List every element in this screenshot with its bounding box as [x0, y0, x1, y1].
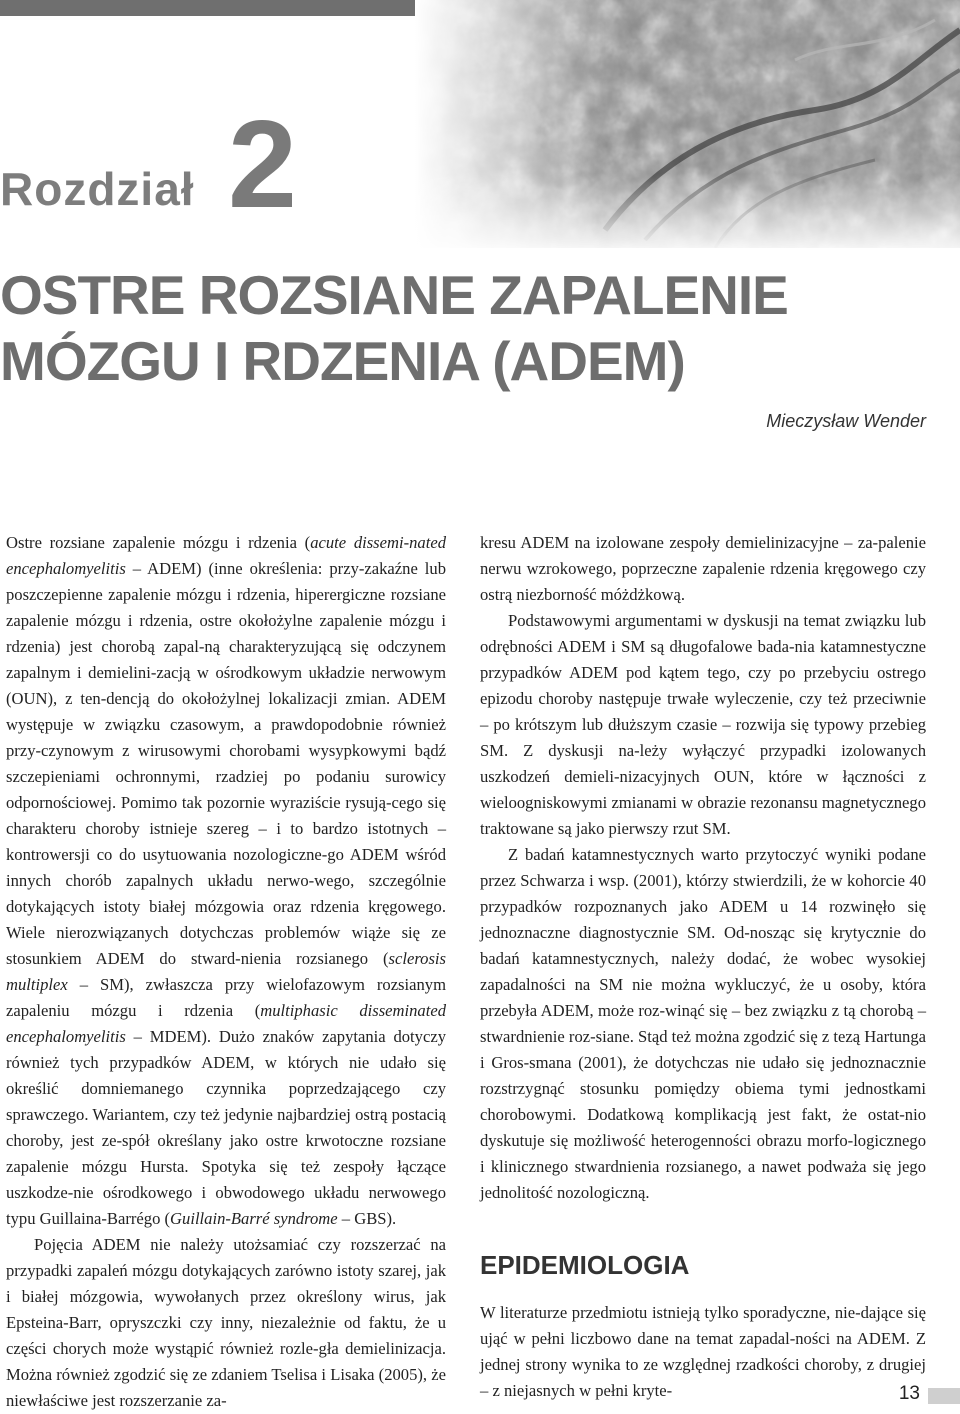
- stone-texture-image-svg: [415, 0, 960, 248]
- italic-term: Guillain-Barré syndrome: [170, 1209, 338, 1228]
- right-paragraph-4: W literaturze przedmiotu istnieją tylko sporadyczne, nie-dające się ująć w pełni liczbowo dane na temat zapadal-ności na ADEM. Z jednej strony wynika to ze względnej rzadkości choroby, z drugiej – z niejasnych w pełni kryte-: [480, 1303, 926, 1400]
- chapter-title-line-2: MÓZGU I RDZENIA (ADEM): [0, 330, 685, 392]
- right-column: [480, 530, 926, 1404]
- chapter-title: [0, 262, 920, 394]
- header-bar: [0, 0, 466, 16]
- left-paragraph-2: Pojęcia ADEM nie należy utożsamiać czy rozszerzać na przypadki zapaleń mózgu dotykających zarówno istoty szarej, jak i białej mózgowia, wywołanych przez określony wirus, jak Epsteina-Barr, opryszczki czy inny, niezależnie od faktu, że u części chorych może wystąpić również rozle-gła demielinizacja. Można również zgodzić się ze zdaniem Tselisa i Lisaka (2005), że niewłaściwe jest rozszerzanie za-: [6, 1235, 446, 1410]
- italic-term: sclerosis multiplex: [6, 949, 446, 994]
- italic-term: acute dissemi-nated encephalomyelitis: [6, 533, 446, 578]
- section-heading-epidemiology: EPIDEMIOLOGIA: [480, 1250, 690, 1280]
- chapter-label: [0, 96, 420, 234]
- chapter-number: 2: [228, 96, 297, 234]
- text-run: – GBS).: [337, 1209, 397, 1228]
- stone-texture-image: [415, 0, 960, 248]
- text-run: – SM), zwłaszcza przy wielofazowym rozsianym zapaleniu mózgu i rdzenia (: [6, 975, 446, 1020]
- chapter-title-line-1: OSTRE ROZSIANE ZAPALENIE: [0, 264, 788, 326]
- chapter-word: Rozdział: [0, 163, 195, 215]
- text-run: Ostre rozsiane zapalenie mózgu i rdzenia (: [6, 533, 311, 552]
- right-paragraph-3: Z badań katamnestycznych warto przytoczyć wyniki podane przez Schwarza i wsp. (2001), którzy stwierdzili, że w kohorcie 40 przypadków rozpoznanych jako ADEM u 14 rozwinęło się jednoznaczne diagnostycznie SM. Od-nosząc się krytycznie do badań katamnestycznych, należy dodać, że wobec wysokiej zapadalności na SM nie można wykluczyć, że u osoby, która przebyła ADEM, może roz-winąć się – bez związku z tą chorobą – stwardnienie roz-siane. Stąd też można zgodzić się z tezą Hartunga i Gros-smana (2001), że dotychczas nie udało się jednoznacznie rozstrzygnąć stosunku pomiędzy obiema tymi jednostkami chorobowymi. Dodatkową komplikacją jest fakt, że ostat-nio dyskutuje się możliwość heterogenności obrazu morfo-logicznego i klinicznego stwardnienia rozsianego, a nawet podważa się jego jednolitość nozologiczną.: [480, 845, 926, 1202]
- text-run: – MDEM). Dużo znaków zapytania dotyczy również tych przypadków ADEM, w których nie udało się określić domniemanego czynnika poprzedzającego czy sprawczego. Wariantem, czy też jedynie najbardziej ostrą postacią choroby, jest ze-spół określany jako ostre krwotoczne rozsiane zapalenie mózgu Hursta. Spotyka się też zespoły łączące uszkodze-nie ośrodkowego i obwodowego układu nerwowego typu Guillaina-Barrégo (: [6, 1027, 446, 1228]
- italic-term: multiphasic disseminated encephalomyelitis: [6, 1001, 446, 1046]
- left-paragraph-1: [6, 530, 446, 1232]
- left-column: [6, 530, 446, 1414]
- page-number-bar: [928, 1388, 960, 1404]
- right-paragraph-2: Podstawowymi argumentami w dyskusji na temat związku lub odrębności ADEM i SM są długofalowe bada-nia katamnestyczne przypadków ADEM pod kątem tego, czy po przebyciu ostrego epizodu choroby następuje trwałe wyleczenie, czy też przeciwnie – po krótszym lub dłuższym czasie – rozwija się typowy przebieg SM. Z dyskusji na-leży wyłączyć przypadki izolowanych uszkodzeń demieli-nizacyjnych OUN, które w łączności z wieloogniskowymi zmianami w obrazie rezonansu magnetycznego traktowane są jako pierwszy rzut SM.: [480, 611, 926, 838]
- text-run: – ADEM) (inne określenia: przy-zakaźne lub poszczepienne zapalenie mózgu i rdzenia, hiperergiczne rozsiane zapalenie mózgu i rdzenia, ostre okołożylne zapalenie mózgu i rdzenia) jest chorobą zapal-ną charakteryzującą się odczynem zapalnym i demielini-zacją w ośrodkowym układzie nerwowym (OUN), z ten-dencją do okołożylnej lokalizacji zmian. ADEM występuje w związku czasowym, a prawdopodobnie również przy-czynowym z wirusowymi chorobami wysypkowymi bądź szczepieniami ochronnymi, rzadziej po podaniu surowicy odpornościowej. Pomimo tak pozornie wyraziście rysują-cego się charakteru choroby istnieje szereg – i to bardzo istotnych – kontrowersji co do usytuowania nozologiczne-go ADEM wśród innych chorób zapalnych układu nerwo-wego, szczególnie dotykających istoty białej mózgowia oraz rdzenia kręgowego. Wiele nierozwiązanych dotychczas problemów wiąże się ze stosunkiem ADEM do stward-nienia rozsianego (: [6, 559, 446, 968]
- author-name: Mieczysław Wender: [766, 411, 926, 431]
- page-number: 13: [898, 1383, 920, 1404]
- right-paragraph-1: kresu ADEM na izolowane zespoły demielinizacyjne – za-palenie nerwu wzrokowego, poprzeczne zapalenie rdzenia kręgowego czy ostrą niezborność móżdżkową.: [480, 533, 926, 604]
